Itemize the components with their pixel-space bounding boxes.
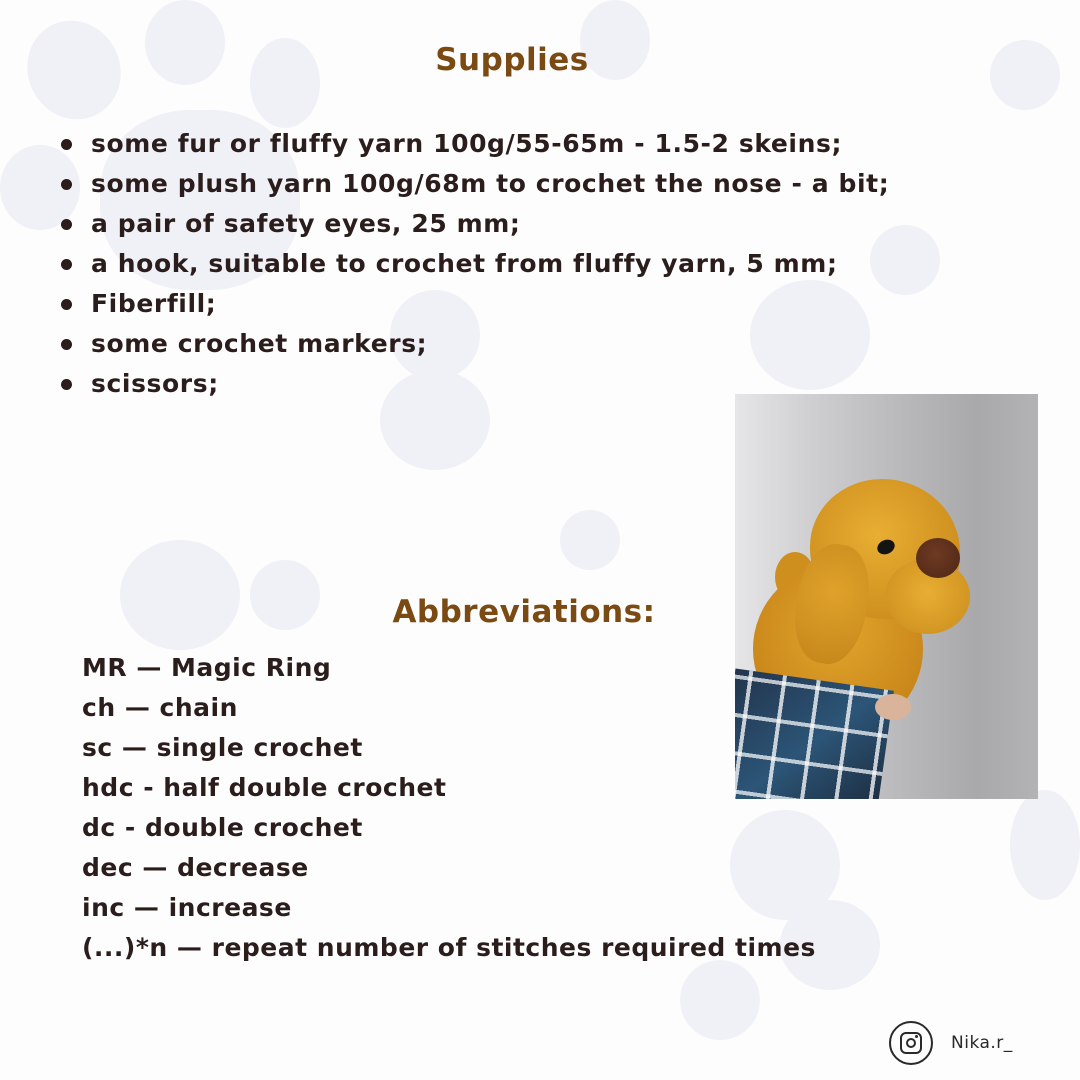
abbreviations-list: [82, 648, 816, 968]
supplies-list: [58, 124, 889, 404]
bullet-icon: [61, 299, 72, 310]
bullet-icon: [61, 259, 72, 270]
hand: [875, 694, 911, 720]
bullet-icon: [61, 379, 72, 390]
abbreviations-heading: Abbreviations:: [392, 594, 656, 630]
supply-item: some plush yarn 100g/68m to crochet the nose - a bit;: [58, 164, 889, 204]
bullet-icon: [61, 179, 72, 190]
supply-item: some fur or fluffy yarn 100g/55-65m - 1.5-2 skeins;: [58, 124, 889, 164]
bullet-icon: [61, 219, 72, 230]
abbreviation-item: inc — increase: [82, 893, 292, 922]
bullet-icon: [61, 339, 72, 350]
author-credit: [889, 1021, 1013, 1065]
abbreviation-item: dc - double crochet: [82, 813, 363, 842]
supply-item: Fiberfill;: [58, 284, 889, 324]
abbreviation-item: ch — chain: [82, 693, 238, 722]
instagram-icon: [889, 1021, 933, 1065]
abbreviation-item: hdc - half double crochet: [82, 773, 447, 802]
abbreviation-item: (...)*n — repeat number of stitches required times: [82, 933, 816, 962]
supply-item: scissors;: [58, 364, 889, 404]
abbreviation-item: sc — single crochet: [82, 733, 363, 762]
supplies-heading: Supplies: [435, 42, 589, 78]
supply-item: a pair of safety eyes, 25 mm;: [58, 204, 889, 244]
instagram-handle: Nika.r_: [951, 1033, 1013, 1053]
supply-item: a hook, suitable to crochet from fluffy yarn, 5 mm;: [58, 244, 889, 284]
abbreviation-item: dec — decrease: [82, 853, 309, 882]
supply-item: some crochet markers;: [58, 324, 889, 364]
bullet-icon: [61, 139, 72, 150]
toy-nose: [916, 538, 960, 578]
abbreviation-item: MR — Magic Ring: [82, 653, 332, 682]
